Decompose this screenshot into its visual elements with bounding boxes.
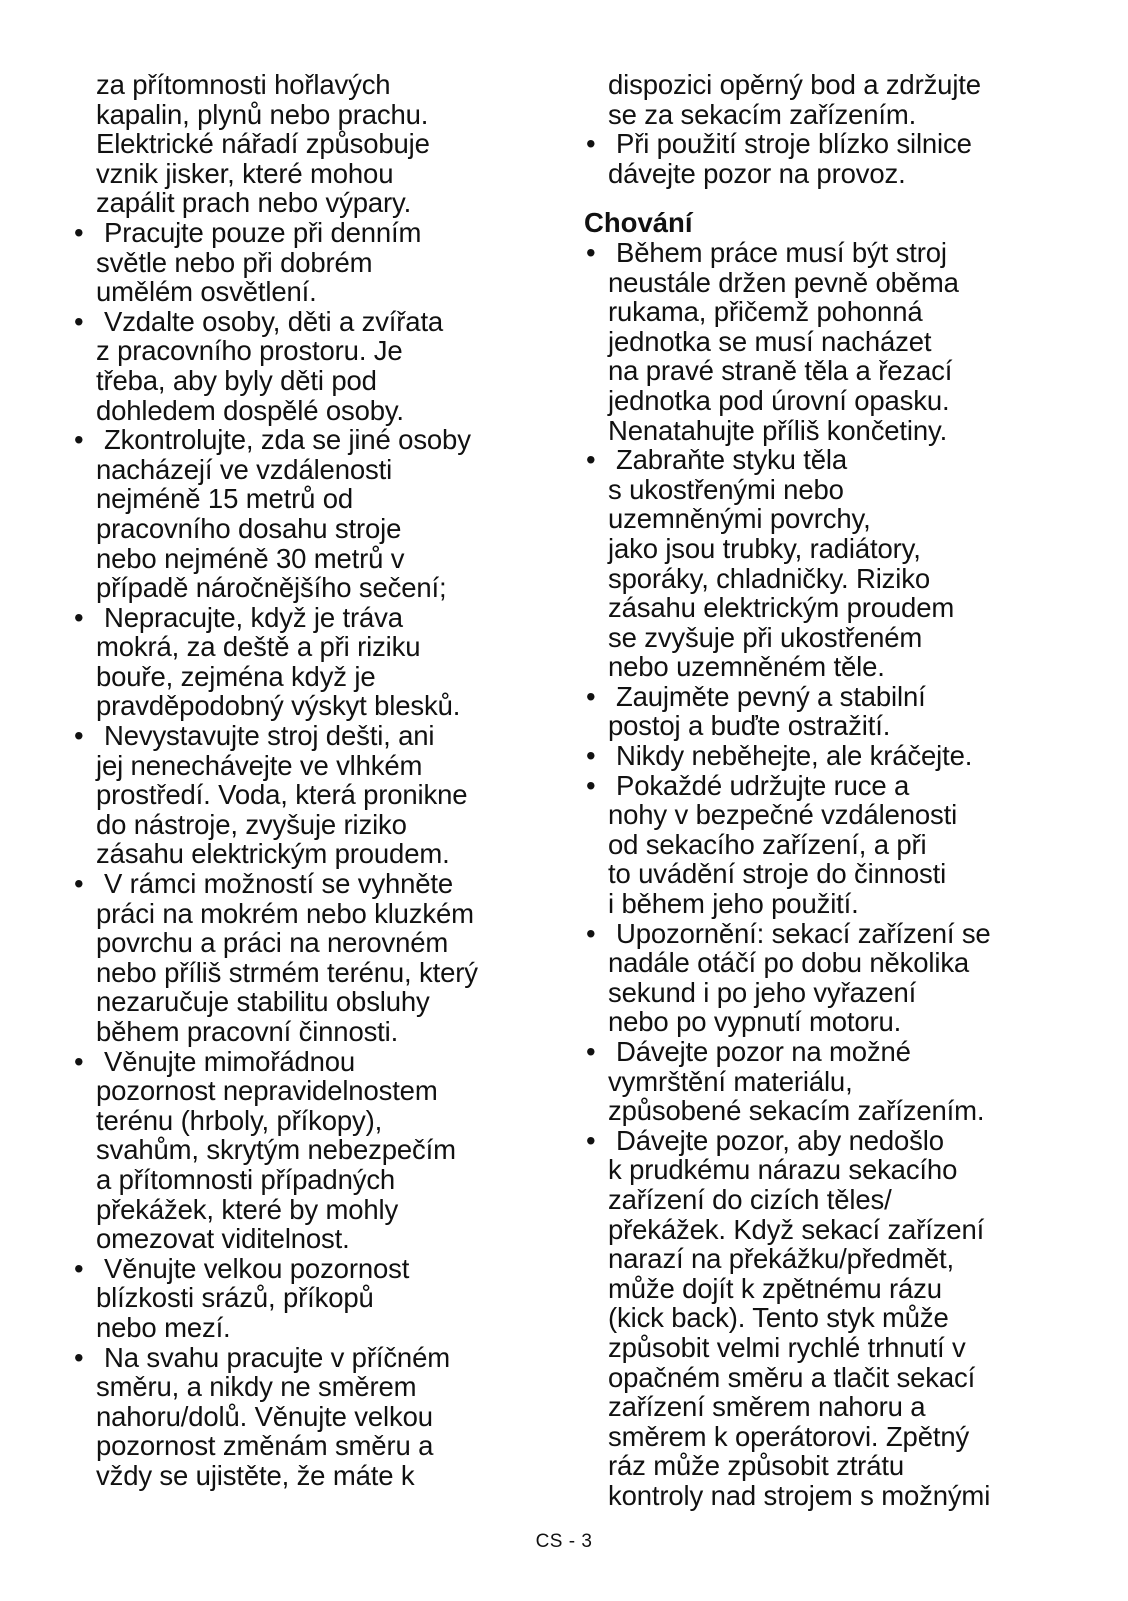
bullet-item bbox=[584, 919, 1064, 1037]
bullet-item bbox=[584, 682, 1064, 741]
bullet-item bbox=[584, 129, 1064, 188]
bullet-text: rukama, přičemž pohonná bbox=[608, 296, 923, 328]
bullet-text: kontroly nad strojem s možnými bbox=[608, 1479, 991, 1511]
bullet-text: nezaručuje stabilitu obsluhy bbox=[96, 986, 430, 1018]
bullet-text: sporáky, chladničky. Riziko bbox=[608, 562, 930, 594]
bullet-text: k prudkému nárazu sekacího bbox=[608, 1154, 958, 1186]
bullet-text: nahoru/dolů. Věnujte velkou bbox=[96, 1400, 433, 1432]
bullet-text: překážek, které by mohly bbox=[96, 1193, 399, 1225]
right-text-column bbox=[584, 70, 1064, 1511]
bullet-item bbox=[72, 1047, 552, 1254]
bullet-icon: • bbox=[74, 868, 84, 900]
bullet-text: postoj a buďte ostražití. bbox=[608, 710, 891, 742]
bullet-text: zásahu elektrickým proudem. bbox=[96, 838, 450, 870]
page-number: CS - 3 bbox=[535, 1531, 593, 1552]
bullet-text: směrem k operátorovi. Zpětný bbox=[608, 1420, 970, 1452]
bullet-text: nebo příliš strmém terénu, který bbox=[96, 956, 478, 988]
bullet-text: neustále držen pevně oběma bbox=[608, 266, 959, 298]
bullet-item bbox=[584, 445, 1064, 682]
bullet-icon: • bbox=[586, 128, 596, 160]
bullet-text: Nepracujte, když je tráva bbox=[104, 601, 403, 633]
bullet-text: Při použití stroje blízko silnice bbox=[616, 128, 972, 160]
bullet-text: Nenatahujte příliš končetiny. bbox=[608, 414, 948, 446]
bullet-text: z pracovního prostoru. Je bbox=[96, 335, 403, 367]
continuation-line: dispozici opěrný bod a zdržujte bbox=[608, 69, 981, 100]
section-heading: Chování bbox=[584, 207, 693, 239]
bullet-text: blízkosti srázů, příkopů bbox=[96, 1282, 374, 1314]
bullet-text: Věnujte velkou pozornost bbox=[104, 1252, 410, 1284]
bullet-text: Dávejte pozor na možné bbox=[616, 1036, 911, 1067]
bullet-text: Během práce musí být stroj bbox=[616, 236, 947, 268]
bullet-text: nejméně 15 metrů od bbox=[96, 483, 354, 515]
bullet-icon: • bbox=[74, 305, 84, 337]
bullet-text: Vzdalte osoby, děti a zvířata bbox=[104, 305, 444, 337]
bullet-text: pozornost změnám směru a bbox=[96, 1430, 434, 1462]
bullet-text: světle nebo při dobrém bbox=[96, 246, 373, 278]
bullet-text: (kick back). Tento styk může bbox=[608, 1302, 949, 1334]
bullet-text: s ukostřenými nebo bbox=[608, 473, 844, 505]
bullet-icon: • bbox=[586, 1124, 596, 1156]
bullet-item bbox=[584, 1037, 1064, 1126]
bullet-text: jej nenechávejte ve vlhkém bbox=[96, 749, 423, 781]
bullet-text: to uvádění stroje do činnosti bbox=[608, 858, 947, 890]
bullet-text: jako jsou trubky, radiátory, bbox=[608, 532, 921, 564]
bullet-text: narazí na překážku/předmět, bbox=[608, 1243, 954, 1275]
bullet-item bbox=[72, 603, 552, 721]
bullet-text: nebo nejméně 30 metrů v bbox=[96, 542, 405, 574]
bullet-item bbox=[584, 771, 1064, 919]
bullet-text: Zabraňte styku těla bbox=[616, 444, 848, 476]
bullet-text: vždy se ujistěte, že máte k bbox=[96, 1459, 415, 1491]
bullet-item bbox=[72, 721, 552, 869]
bullet-item bbox=[584, 1126, 1064, 1511]
bullet-text: může dojít k zpětnému rázu bbox=[608, 1272, 942, 1304]
bullet-icon: • bbox=[74, 601, 84, 633]
bullet-text: během pracovní činnosti. bbox=[96, 1016, 399, 1047]
bullet-text: V rámci možností se vyhněte bbox=[104, 868, 454, 900]
bullet-icon: • bbox=[74, 1252, 84, 1284]
bullet-item bbox=[72, 425, 552, 603]
bullet-text: Nevystavujte stroj dešti, ani bbox=[104, 720, 435, 752]
bullet-text: způsobit velmi rychlé trhnutí v bbox=[608, 1331, 966, 1363]
continuation-line: Elektrické nářadí způsobuje bbox=[96, 128, 430, 160]
bullet-text: Upozornění: sekací zařízení se bbox=[616, 917, 991, 949]
bullet-icon: • bbox=[74, 720, 84, 752]
bullet-text: pravděpodobný výskyt blesků. bbox=[96, 690, 461, 722]
bullet-text: dohledem dospělé osoby. bbox=[96, 394, 404, 426]
bullet-text: nadále otáčí po dobu několika bbox=[608, 947, 970, 979]
bullet-icon: • bbox=[586, 917, 596, 949]
bullet-text: sekund i po jeho vyřazení bbox=[608, 976, 917, 1008]
bullet-text: Nikdy neběhejte, ale kráčejte. bbox=[616, 740, 973, 772]
bullet-text: nacházejí ve vzdálenosti bbox=[96, 453, 393, 485]
bullet-text: pracovního dosahu stroje bbox=[96, 512, 402, 544]
bullet-icon: • bbox=[586, 769, 596, 801]
bullet-item bbox=[72, 218, 552, 307]
bullet-text: nebo mezí. bbox=[96, 1311, 231, 1343]
bullet-icon: • bbox=[74, 1045, 84, 1077]
bullet-text: se zvyšuje při ukostřeném bbox=[608, 621, 923, 653]
bullet-text: uzemněnými povrchy, bbox=[608, 503, 871, 535]
bullet-text: jednotka pod úrovní opasku. bbox=[608, 384, 950, 416]
bullet-text: Pokaždé udržujte ruce a bbox=[616, 769, 910, 801]
bullet-text: opačném směru a tlačit sekací bbox=[608, 1361, 976, 1393]
bullet-text: Dávejte pozor, aby nedošlo bbox=[616, 1124, 944, 1156]
bullet-text: jednotka se musí nacházet bbox=[608, 325, 932, 357]
continuation-line: za přítomnosti hořlavých bbox=[96, 69, 391, 100]
bullet-text: na pravé straně těla a řezací bbox=[608, 355, 953, 387]
bullet-item bbox=[584, 238, 1064, 445]
bullet-item bbox=[72, 869, 552, 1047]
bullet-text: Zaujměte pevný a stabilní bbox=[616, 680, 926, 712]
bullet-text: od sekacího zařízení, a při bbox=[608, 828, 927, 860]
bullet-text: a přítomnosti případných bbox=[96, 1163, 396, 1195]
bullet-text: pozornost nepravidelnostem bbox=[96, 1075, 438, 1107]
continuation-line: vznik jisker, které mohou bbox=[96, 157, 394, 189]
continuation-line: kapalin, plynů nebo prachu. bbox=[96, 98, 429, 130]
bullet-text: mokrá, za deště a při riziku bbox=[96, 631, 421, 663]
bullet-text: nebo po vypnutí motoru. bbox=[608, 1006, 902, 1038]
bullet-text: zásahu elektrickým proudem bbox=[608, 592, 955, 624]
bullet-text: případě náročnějšího sečení; bbox=[96, 572, 447, 604]
bullet-text: bouře, zejména když je bbox=[96, 660, 376, 692]
left-text-column bbox=[72, 70, 552, 1491]
bullet-text: nohy v bezpečné vzdálenosti bbox=[608, 799, 958, 831]
continuation-line: zapálit prach nebo výpary. bbox=[96, 187, 412, 219]
bullet-item bbox=[584, 741, 1064, 771]
bullet-text: práci na mokrém nebo kluzkém bbox=[96, 897, 474, 929]
bullet-text: zařízení do cizích těles/ bbox=[608, 1183, 892, 1215]
bullet-text: překážek. Když sekací zařízení bbox=[608, 1213, 985, 1245]
bullet-text: i během jeho použití. bbox=[608, 888, 859, 920]
bullet-icon: • bbox=[74, 216, 84, 248]
bullet-item bbox=[72, 1343, 552, 1491]
bullet-text: prostředí. Voda, která pronikne bbox=[96, 779, 468, 811]
bullet-text: terénu (hrboly, příkopy), bbox=[96, 1104, 383, 1136]
bullet-icon: • bbox=[586, 1036, 596, 1067]
bullet-item bbox=[72, 1254, 552, 1343]
bullet-text: omezovat viditelnost. bbox=[96, 1223, 350, 1255]
bullet-text: směru, a nikdy ne směrem bbox=[96, 1371, 417, 1403]
bullet-text: zařízení směrem nahoru a bbox=[608, 1391, 926, 1423]
bullet-text: Na svahu pracujte v příčném bbox=[104, 1341, 450, 1373]
bullet-text: dávejte pozor na provoz. bbox=[608, 157, 906, 189]
bullet-text: povrchu a práci na nerovném bbox=[96, 927, 449, 959]
bullet-text: svahům, skrytým nebezpečím bbox=[96, 1134, 456, 1166]
bullet-text: vymrštění materiálu, bbox=[608, 1065, 853, 1097]
bullet-text: ráz může způsobit ztrátu bbox=[608, 1450, 904, 1482]
bullet-text: způsobené sekacím zařízením. bbox=[608, 1095, 985, 1127]
bullet-text: do nástroje, zvyšuje riziko bbox=[96, 808, 407, 840]
bullet-icon: • bbox=[586, 740, 596, 772]
bullet-text: nebo uzemněném těle. bbox=[608, 651, 885, 683]
bullet-icon: • bbox=[74, 1341, 84, 1373]
bullet-icon: • bbox=[586, 236, 596, 268]
bullet-text: Zkontrolujte, zda se jiné osoby bbox=[104, 424, 471, 456]
bullet-icon: • bbox=[586, 680, 596, 712]
bullet-text: třeba, aby byly děti pod bbox=[96, 364, 377, 396]
bullet-icon: • bbox=[586, 444, 596, 476]
bullet-text: Pracujte pouze při denním bbox=[104, 216, 422, 248]
bullet-text: umělém osvětlení. bbox=[96, 276, 317, 308]
bullet-text: Věnujte mimořádnou bbox=[104, 1045, 356, 1077]
continuation-line: se za sekacím zařízením. bbox=[608, 98, 917, 130]
bullet-icon: • bbox=[74, 424, 84, 456]
bullet-item bbox=[72, 307, 552, 425]
